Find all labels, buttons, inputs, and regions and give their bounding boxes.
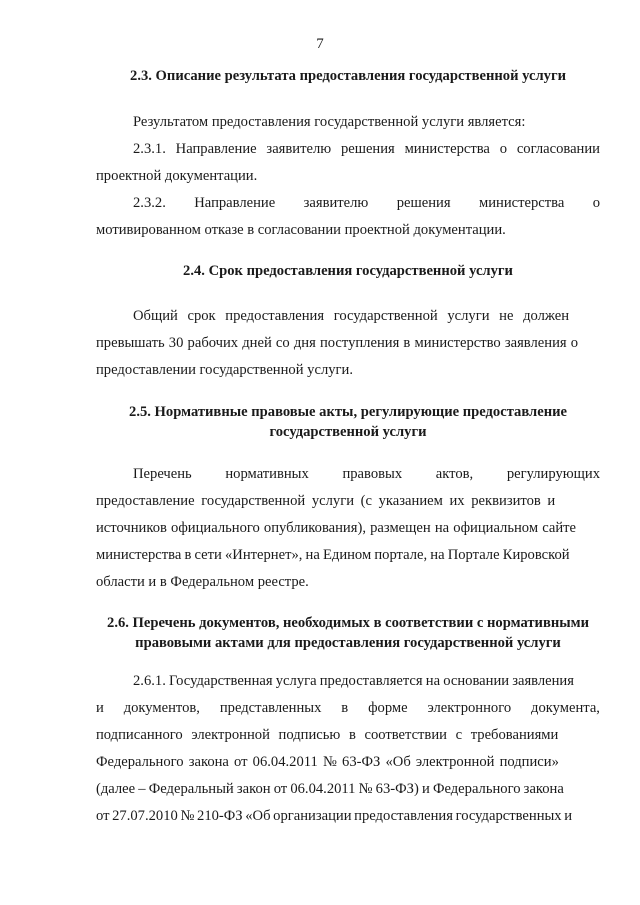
section-2-5-heading-line2: государственной услуги (269, 424, 427, 440)
word: нормативных (225, 466, 309, 482)
word: правовых (342, 466, 403, 482)
section-2-4-line3: предоставлении государственной услуги. (96, 362, 353, 378)
section-2-4-heading: 2.4. Срок предоставления государственной услуги (183, 263, 513, 279)
section-2-3-item2-line1 (96, 190, 600, 217)
word: о (592, 195, 600, 211)
section-2-5-line4: министерства в сети «Интернет», на Едином портале, на Портале Кировской (96, 547, 570, 563)
word: электронного (427, 700, 512, 716)
section-2-6-line2 (96, 695, 600, 722)
section-2-3-item1-line1: 2.3.1. Направление заявителю решения министерства о согласовании (133, 141, 600, 157)
section-2-6-heading (96, 613, 600, 653)
section-2-5-heading-line1: 2.5. Нормативные правовые акты, регулирующие предоставление (129, 404, 567, 420)
section-2-3-item1-line2: проектной документации. (96, 168, 258, 184)
section-2-5-heading (96, 402, 600, 442)
word: форме (368, 700, 408, 716)
section-2-4-line1: Общий срок предоставления государственной услуги не должен (133, 308, 570, 324)
section-2-6-line5: (далее – Федеральный закон от 06.04.2011 № 63-ФЗ) и Федерального закона (96, 781, 564, 797)
section-2-6-line6: от 27.07.2010 № 210-ФЗ «Об организации предоставления государственных и (96, 808, 573, 824)
word: решения (396, 195, 451, 211)
word: представленных (219, 700, 322, 716)
section-2-5-line1 (96, 461, 600, 488)
word: документов, (123, 700, 200, 716)
page-number: 7 (316, 36, 324, 52)
section-2-6-text (96, 668, 600, 830)
word: 2.3.2. (133, 195, 166, 211)
section-2-3-intro: Результатом предоставления государственной услуги является: (133, 114, 526, 130)
section-2-5-line2: предоставление государственной услуги (с указанием их реквизитов и (96, 493, 556, 509)
word: заявителю (303, 195, 369, 211)
word: в (341, 700, 349, 716)
section-2-6-heading-line2: правовыми актами для предоставления государственной услуги (135, 635, 561, 651)
section-2-5-text (96, 461, 600, 596)
word: Направление (194, 195, 276, 211)
section-2-5-line5: области и в Федеральном реестре. (96, 574, 309, 590)
section-2-3-text (96, 109, 600, 244)
word: документа, (531, 700, 600, 716)
section-2-3-heading: 2.3. Описание результата предоставления государственной услуги (130, 68, 566, 84)
word: министерства (478, 195, 565, 211)
word: и (96, 700, 104, 716)
section-2-6-line3: подписанного электронной подписью в соответствии с требованиями (96, 727, 559, 743)
section-2-4-text (96, 303, 600, 384)
section-2-6-line4: Федерального закона от 06.04.2011 № 63-ФЗ «Об электронной подписи» (96, 754, 559, 770)
section-2-6-heading-line1: 2.6. Перечень документов, необходимых в соответствии с нормативными (107, 615, 589, 631)
section-2-6-line1: 2.6.1. Государственная услуга предоставляется на основании заявления (133, 673, 574, 689)
section-2-5-line3: источников официального опубликования), размещен на официальном сайте (96, 520, 577, 536)
section-2-4-line2: превышать 30 рабочих дней со дня поступления в министерство заявления о (96, 335, 579, 351)
word: регулирующих (506, 466, 600, 482)
word: актов, (435, 466, 474, 482)
word: Перечень (133, 466, 192, 482)
section-2-3-item2-line2: мотивированном отказе в согласовании проектной документации. (96, 222, 506, 238)
